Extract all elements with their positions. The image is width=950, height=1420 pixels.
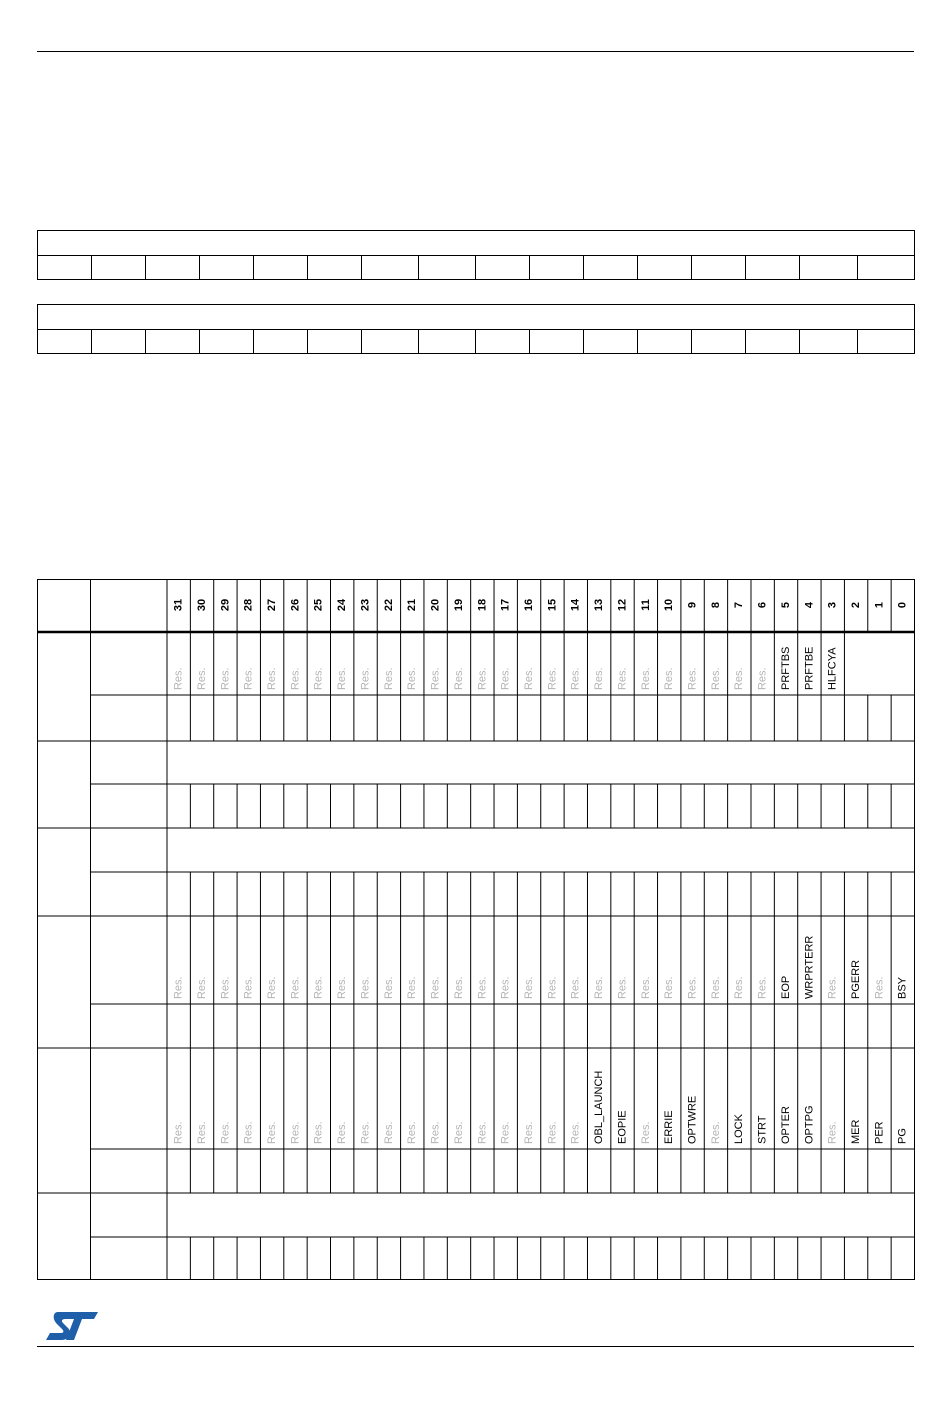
reserved-bit-label: Res. (406, 1121, 419, 1144)
bit-number-label: 5 (779, 601, 792, 609)
reserved-bit-label: Res. (639, 1121, 652, 1144)
bit-number-label: 18 (476, 598, 489, 612)
reserved-bit-label: Res. (452, 976, 465, 999)
reserved-bit-label: Res. (546, 1121, 559, 1144)
bit-number-label: 3 (826, 601, 839, 609)
bit-field-label: PRFTBS (779, 646, 792, 690)
reserved-bit-label: Res. (476, 1121, 489, 1144)
reserved-bit-label: Res. (616, 976, 629, 999)
bit-number-label: 9 (686, 601, 699, 609)
bit-field-label: PGERR (850, 959, 863, 999)
reserved-bit-label: Res. (289, 1121, 302, 1144)
bit-number-label: 0 (896, 601, 909, 609)
bit-number-label: 14 (569, 598, 582, 612)
bit-field-label: EOPIE (616, 1110, 629, 1144)
reserved-bit-label: Res. (382, 1121, 395, 1144)
reserved-bit-label: Res. (522, 667, 535, 690)
bit-field-label: WRPRTERR (803, 935, 816, 999)
reserved-bit-label: Res. (242, 1121, 255, 1144)
bit-field-label: OPTPG (803, 1105, 816, 1144)
reserved-bit-label: Res. (756, 976, 769, 999)
reserved-bit-label: Res. (826, 976, 839, 999)
reserved-bit-label: Res. (639, 976, 652, 999)
bit-field-label: LOCK (733, 1114, 746, 1144)
reserved-bit-label: Res. (242, 976, 255, 999)
reserved-bit-label: Res. (289, 667, 302, 690)
reserved-bit-label: Res. (709, 1121, 722, 1144)
reserved-bit-label: Res. (593, 976, 606, 999)
reserved-bit-label: Res. (172, 976, 185, 999)
reserved-bit-label: Res. (382, 976, 395, 999)
bit-number-label: 27 (266, 598, 279, 612)
reserved-bit-label: Res. (219, 1121, 232, 1144)
bit-field-label: STRT (756, 1115, 769, 1144)
bit-field-label: ERRIE (663, 1110, 676, 1144)
reserved-bit-label: Res. (406, 976, 419, 999)
reserved-bit-label: Res. (616, 667, 629, 690)
bit-number-label: 8 (709, 601, 722, 609)
reserved-bit-label: Res. (289, 976, 302, 999)
reserved-bit-label: Res. (195, 976, 208, 999)
bit-number-label: 10 (663, 598, 676, 612)
bit-number-label: 4 (803, 601, 816, 609)
bit-field-label: HLFCYA (826, 647, 839, 690)
reserved-bit-label: Res. (429, 667, 442, 690)
reserved-bit-label: Res. (266, 976, 279, 999)
reserved-bit-label: Res. (266, 1121, 279, 1144)
bit-number-label: 31 (172, 598, 185, 612)
reserved-bit-label: Res. (219, 667, 232, 690)
bit-number-label: 15 (546, 598, 559, 612)
bit-number-label: 11 (639, 599, 652, 611)
reserved-bit-label: Res. (826, 1121, 839, 1144)
bit-number-label: 28 (242, 598, 255, 612)
bottom-rule (37, 1346, 914, 1347)
bit-field-label: PRFTBE (803, 646, 816, 690)
bit-number-label: 19 (452, 598, 465, 612)
bit-number-label: 1 (873, 601, 886, 609)
reserved-bit-label: Res. (756, 667, 769, 690)
reserved-bit-label: Res. (569, 1121, 582, 1144)
reserved-bit-label: Res. (429, 1121, 442, 1144)
reserved-bit-label: Res. (195, 667, 208, 690)
reserved-bit-label: Res. (686, 976, 699, 999)
reserved-bit-label: Res. (709, 667, 722, 690)
reserved-bit-label: Res. (336, 667, 349, 690)
bit-number-label: 17 (499, 598, 512, 612)
bit-field-label: OPTWRE (686, 1095, 699, 1144)
bit-number-label: 29 (219, 598, 232, 612)
reserved-bit-label: Res. (312, 976, 325, 999)
reserved-bit-label: Res. (382, 667, 395, 690)
reserved-bit-label: Res. (336, 1121, 349, 1144)
reserved-bit-label: Res. (522, 1121, 535, 1144)
reserved-bit-label: Res. (452, 1121, 465, 1144)
bit-number-label: 23 (359, 598, 372, 612)
bit-field-label: OPTER (779, 1106, 792, 1144)
st-logo-icon (44, 1310, 100, 1342)
reserved-bit-label: Res. (476, 667, 489, 690)
reserved-bit-label: Res. (476, 976, 489, 999)
bit-number-label: 20 (429, 598, 442, 612)
bit-number-label: 24 (336, 598, 349, 612)
bit-field-label: BSY (896, 976, 909, 999)
bit-number-label: 6 (756, 601, 769, 609)
reserved-bit-label: Res. (195, 1121, 208, 1144)
reserved-bit-label: Res. (312, 667, 325, 690)
bit-field-label: MER (850, 1119, 863, 1144)
bit-number-label: 2 (850, 601, 863, 609)
bit-number-label: 12 (616, 598, 629, 612)
reserved-bit-label: Res. (499, 667, 512, 690)
reserved-bit-label: Res. (522, 976, 535, 999)
bit-field-label: OBL_LAUNCH (593, 1070, 606, 1144)
bit-number-label: 21 (406, 598, 419, 612)
reserved-bit-label: Res. (663, 976, 676, 999)
bit-field-label: EOP (779, 975, 792, 999)
reserved-bit-label: Res. (359, 667, 372, 690)
bit-number-label: 13 (593, 598, 606, 612)
reserved-bit-label: Res. (733, 976, 746, 999)
reserved-bit-label: Res. (312, 1121, 325, 1144)
bit-number-label: 22 (382, 598, 395, 612)
reserved-bit-label: Res. (452, 667, 465, 690)
bit-field-label: PER (873, 1121, 886, 1144)
reserved-bit-label: Res. (709, 976, 722, 999)
reserved-bit-label: Res. (663, 667, 676, 690)
reserved-bit-label: Res. (242, 667, 255, 690)
reserved-bit-label: Res. (546, 667, 559, 690)
reserved-bit-label: Res. (219, 976, 232, 999)
reserved-bit-label: Res. (499, 976, 512, 999)
reserved-bit-label: Res. (499, 1121, 512, 1144)
bit-number-label: 25 (312, 598, 325, 612)
bit-field-label: PG (896, 1128, 909, 1144)
reserved-bit-label: Res. (336, 976, 349, 999)
reserved-bit-label: Res. (172, 667, 185, 690)
bit-number-label: 7 (733, 601, 746, 609)
reserved-bit-label: Res. (733, 667, 746, 690)
reserved-bit-label: Res. (639, 667, 652, 690)
reserved-bit-label: Res. (429, 976, 442, 999)
reserved-bit-label: Res. (569, 976, 582, 999)
bit-number-label: 26 (289, 598, 302, 612)
reserved-bit-label: Res. (359, 1121, 372, 1144)
reserved-bit-label: Res. (593, 667, 606, 690)
bit-number-label: 16 (522, 598, 535, 612)
reserved-bit-label: Res. (359, 976, 372, 999)
reserved-bit-label: Res. (873, 976, 886, 999)
reserved-bit-label: Res. (686, 667, 699, 690)
reserved-bit-label: Res. (266, 667, 279, 690)
reserved-bit-label: Res. (546, 976, 559, 999)
bit-number-label: 30 (195, 598, 208, 612)
reserved-bit-label: Res. (406, 667, 419, 690)
reserved-bit-label: Res. (172, 1121, 185, 1144)
reserved-bit-label: Res. (569, 667, 582, 690)
